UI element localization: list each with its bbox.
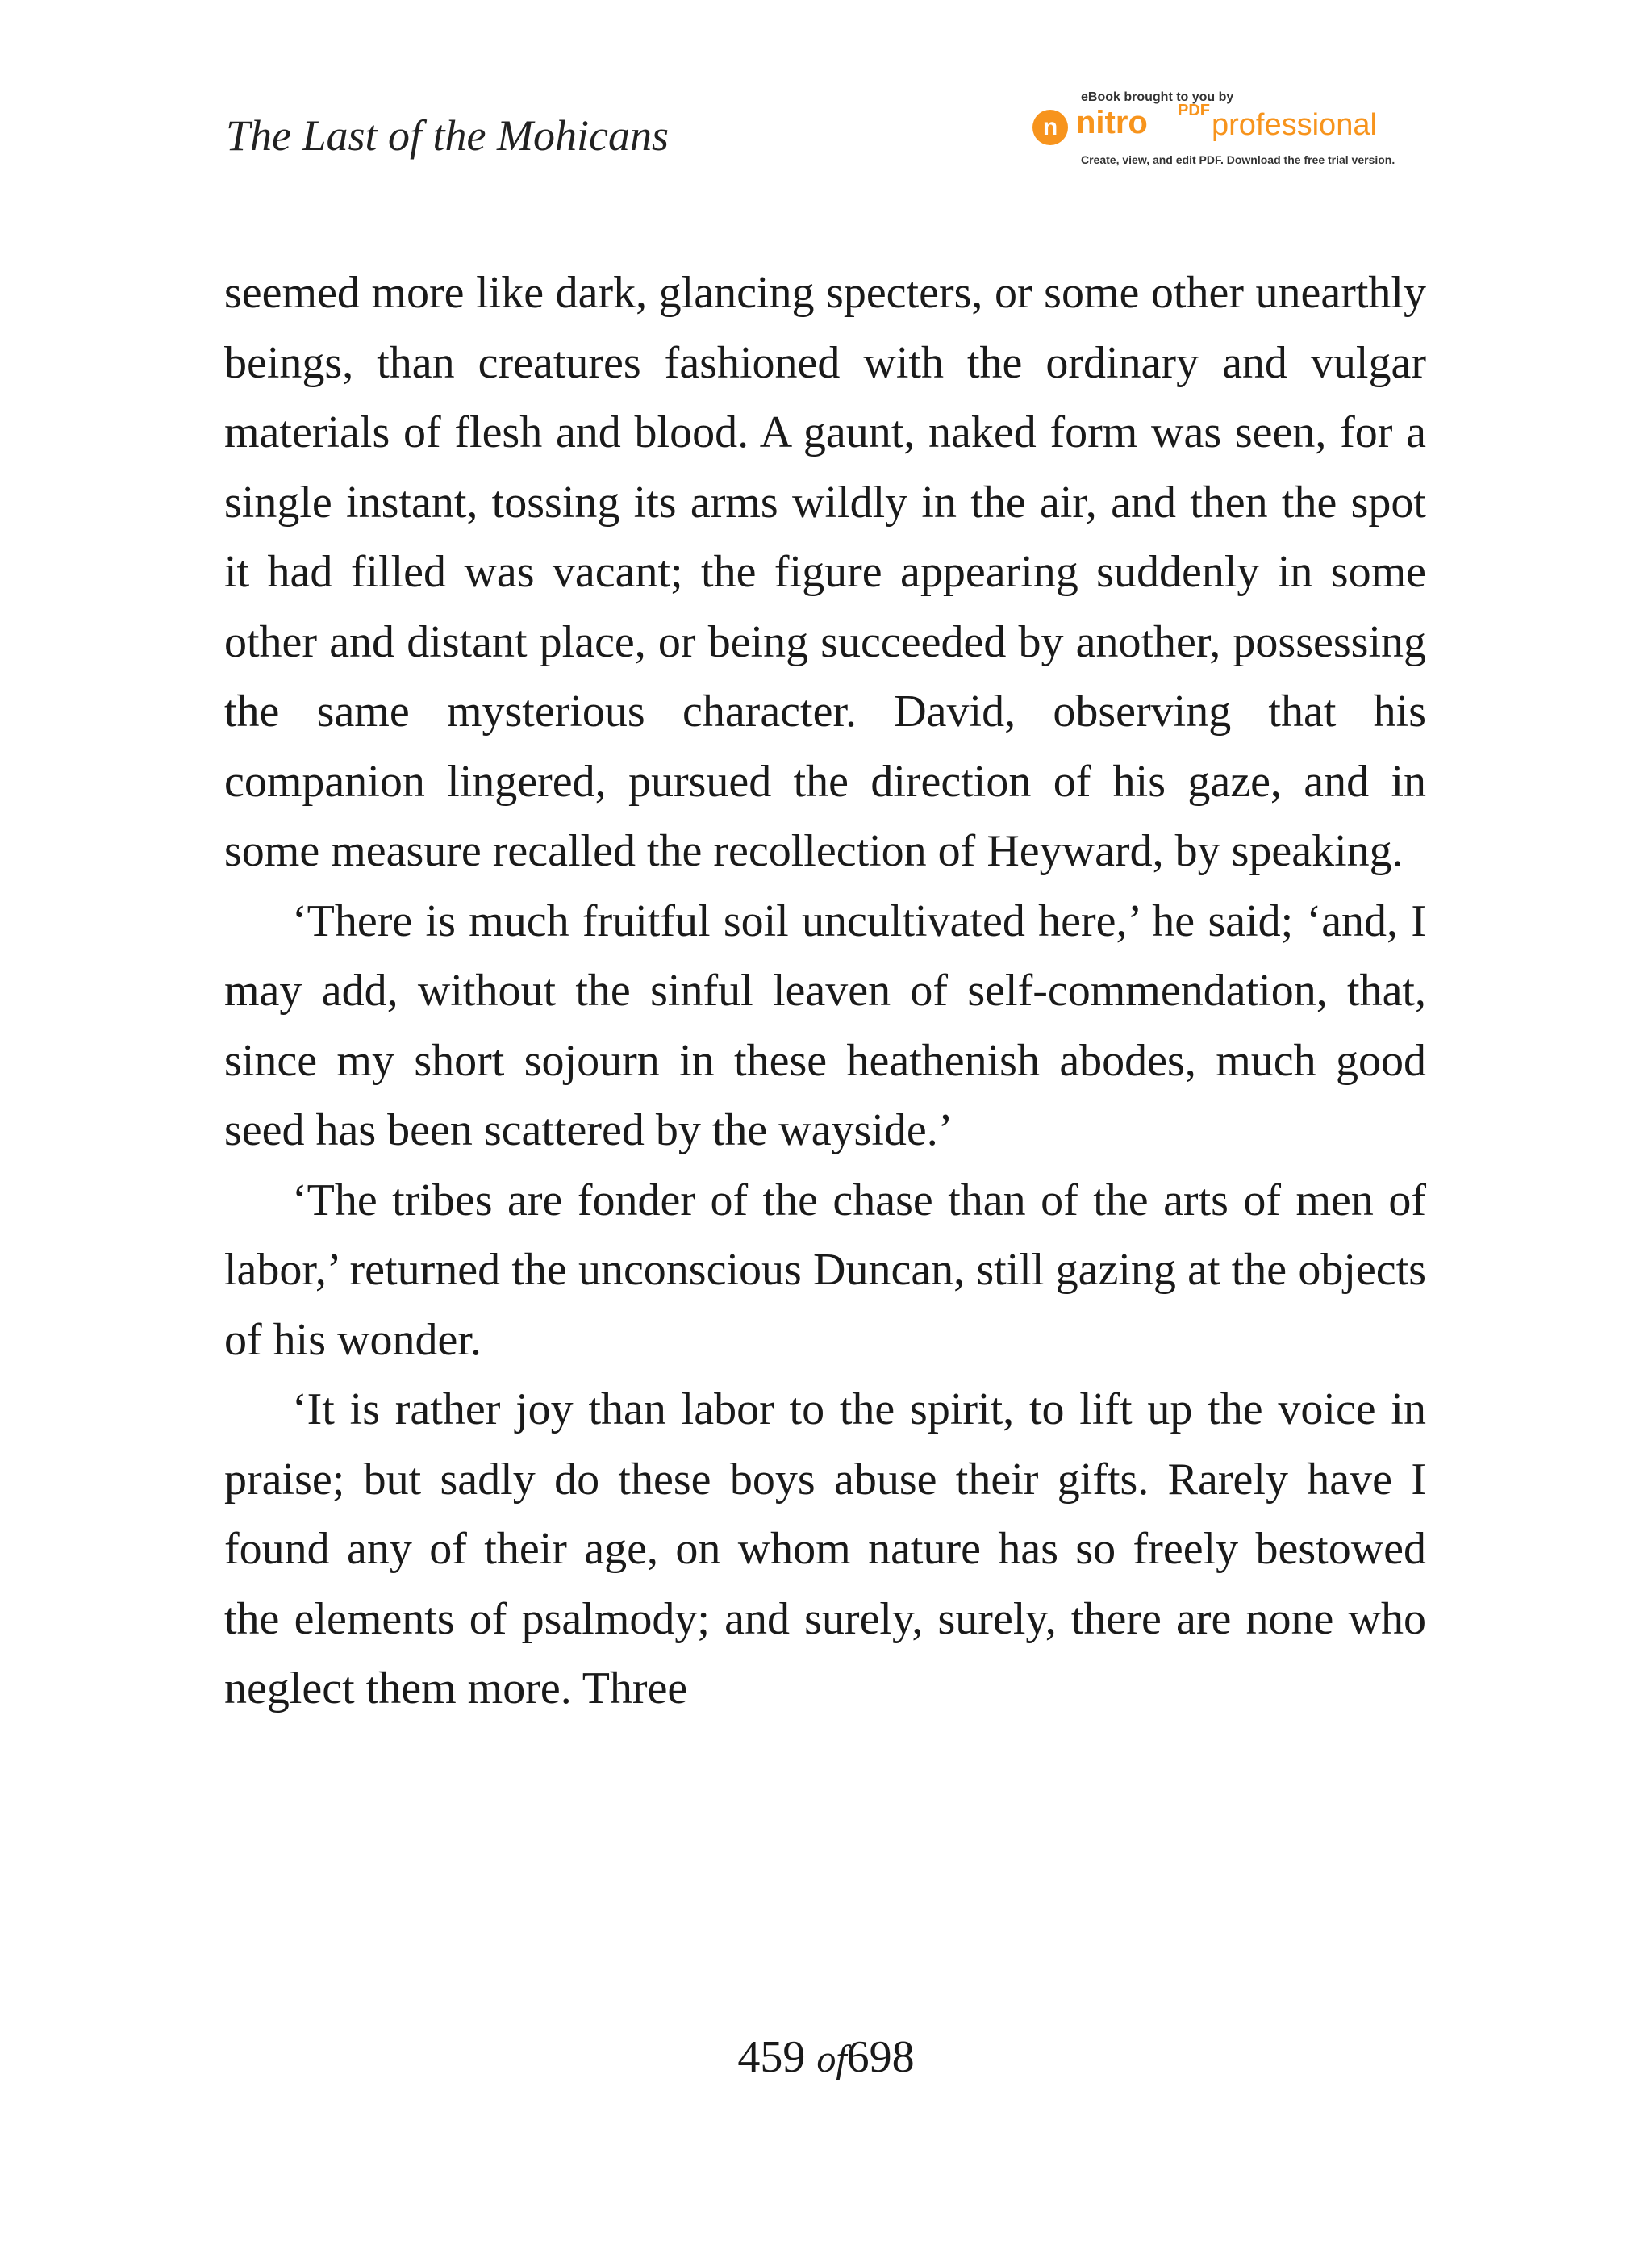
nitro-logo-icon: n xyxy=(1032,110,1068,145)
promo-top-text: eBook brought to you by xyxy=(1081,90,1234,104)
page-of-label: of xyxy=(816,2038,847,2081)
nitro-pdf-promo-banner[interactable] xyxy=(1032,90,1404,171)
page-number xyxy=(0,2025,1652,2092)
page-body-text xyxy=(224,258,1426,1724)
book-title-header: The Last of the Mohicans xyxy=(226,111,669,160)
paragraph: seemed more like dark, glancing specters, or some other unearthly beings, than creatures fashioned with the ordinary and vulgar materials of flesh and blood. A gaunt, naked form was seen, for a single instant, tossing its arms wildly in the air, and then the spot it had filled was vacant; the figure appearing suddenly in some other and distant place, or being succeeded by another, possessing the same mysterious character. David, observing that his companion lingered, pursued the direction of his gaze, and in some measure recalled the recollection of Heyward, by speaking. xyxy=(224,268,1426,876)
paragraph: ‘There is much fruitful soil uncultivated here,’ he said; ‘and, I may add, without the sinful leaven of self-commendation, that, since my short sojourn in these heathenish abodes, much good seed has been scattered by the wayside.’ xyxy=(224,895,1426,1155)
promo-edition: professional xyxy=(1212,108,1377,142)
promo-tagline: Create, view, and edit PDF. Download the free trial version. xyxy=(1081,153,1395,166)
promo-brand-superscript: PDF xyxy=(1178,102,1210,119)
paragraph: ‘The tribes are fonder of the chase than of the arts of men of labor,’ returned the unconscious Duncan, still gazing at the objects of his wonder. xyxy=(224,1175,1426,1365)
total-pages-number: 698 xyxy=(846,2032,915,2082)
paragraph: ‘It is rather joy than labor to the spirit, to lift up the voice in praise; but sadly do these boys abuse their gifts. Rarely have I found any of their age, on whom nature has so freely bestowed the elements of psalmody; and surely, surely, there are none who neglect them more. Three xyxy=(224,1384,1426,1713)
current-page-number: 459 xyxy=(737,2032,806,2082)
promo-brand: nitro xyxy=(1076,105,1148,140)
